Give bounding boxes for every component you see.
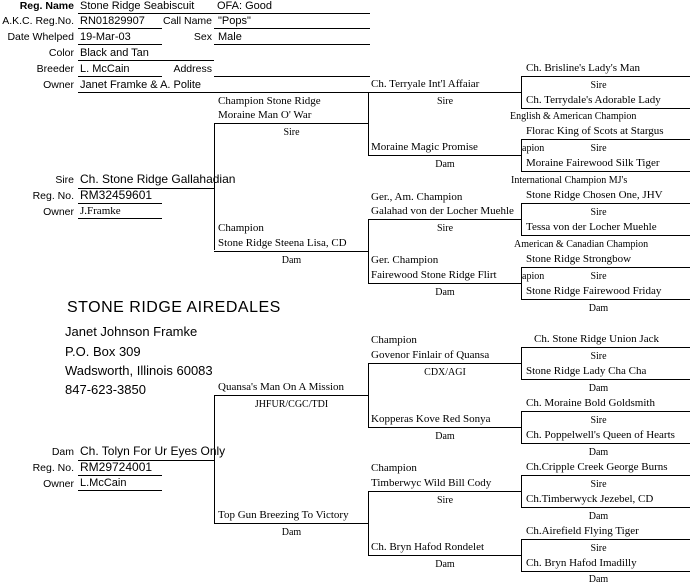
pedigree-line: [521, 76, 690, 77]
reg-name-label: Reg. Name: [19, 0, 74, 12]
gen3-sds-cap: Sire: [436, 223, 454, 234]
address-label: Address: [173, 63, 212, 75]
bracket-line: [214, 395, 215, 523]
pedigree-line: [368, 427, 522, 428]
gen2-sd-cap: Dam: [281, 255, 302, 266]
gen4-b1-name: Ch. Stone Ridge Union Jack: [534, 333, 659, 345]
gen4-a1-cap: Sire: [590, 80, 607, 91]
dam-name: Ch. Tolyn For Ur Eyes Only: [80, 444, 226, 458]
gen3-dds-name: Timberwyc Wild Bill Cody: [371, 477, 492, 489]
gen4-a5-name: Stone Ridge Chosen One, JHV: [526, 189, 663, 201]
gen4-b4-name: Ch. Poppelwell's Queen of Hearts: [526, 429, 675, 441]
gen4-a4-note: International Champion MJ's: [511, 175, 628, 186]
underline: [78, 28, 162, 29]
gen4-b8-cap: Dam: [588, 574, 609, 585]
color-label: Color: [48, 47, 74, 59]
pedigree-line: [521, 507, 690, 508]
gen3-dss-title: Champion: [371, 334, 417, 346]
gen3-sss-cap: Sire: [436, 96, 454, 107]
gen4-b6-name: Ch.Timberwyck Jezebel, CD: [526, 493, 654, 505]
akc-value: RN01829907: [80, 15, 145, 27]
gen4-a7-cap: Sire: [590, 271, 607, 282]
gen4-a3-prefix: apion: [522, 143, 545, 154]
gen3-ddd-cap: Dam: [435, 559, 455, 570]
ofa-value: OFA: Good: [217, 0, 273, 12]
dam-reg-label: Reg. No.: [32, 462, 74, 474]
gen4-a7-prefix: apion: [522, 271, 545, 282]
gen4-a8-name: Stone Ridge Fairewood Friday: [526, 285, 662, 297]
gen3-sss-name: Ch. Terryale Int'l Affaiar: [371, 78, 480, 90]
gen4-b3-cap: Sire: [590, 415, 607, 426]
gen4-b7-name: Ch.Airefield Flying Tiger: [526, 525, 639, 537]
gen3-ssd-name: Moraine Magic Promise: [371, 141, 478, 153]
sire-reg-label: Reg. No.: [32, 190, 74, 202]
pedigree-line: [214, 123, 369, 124]
gen4-a2-note: English & American Champion: [510, 111, 637, 122]
dam-owner-label: Owner: [43, 478, 74, 490]
kennel-owner: Janet Johnson Framke: [65, 324, 198, 339]
pedigree-line: [521, 475, 690, 476]
gen3-dsd-name: Kopperas Kove Red Sonya: [371, 413, 491, 425]
pedigree-line: [521, 171, 690, 172]
gen4-a8-cap: Dam: [588, 303, 609, 314]
gen3-sdd-title: Ger. Champion: [371, 254, 439, 266]
underline: [78, 92, 214, 93]
owner-label: Owner: [43, 79, 74, 91]
gen4-b8-name: Ch. Bryn Hafod Imadilly: [526, 557, 637, 569]
sire-owner: J.Framke: [80, 205, 121, 217]
pedigree-line: [521, 411, 690, 412]
pedigree-line: [521, 443, 690, 444]
sire-owner-label: Owner: [43, 206, 74, 218]
gen2-sd-name: Stone Ridge Steena Lisa, CD: [218, 237, 347, 249]
underline: [214, 92, 370, 93]
pedigree-line: [521, 267, 690, 268]
underline: [78, 44, 162, 45]
dam-reg: RM29724001: [80, 460, 153, 474]
gen3-sdd-name: Fairewood Stone Ridge Flirt: [371, 269, 497, 281]
pedigree-line: [521, 203, 690, 204]
kennel-city: Wadsworth, Illinois 60083: [65, 363, 213, 378]
color-value: Black and Tan: [80, 47, 149, 59]
gen4-b5-name: Ch.Cripple Creek George Burns: [526, 461, 668, 473]
gen2-ds-name: Quansa's Man On A Mission: [218, 381, 345, 393]
gen4-b6-cap: Dam: [588, 511, 609, 522]
pedigree-line: [521, 139, 690, 140]
gen2-ss-title: Champion Stone Ridge: [218, 95, 321, 107]
gen4-a7-name: Stone Ridge Strongbow: [526, 253, 632, 265]
pedigree-line: [368, 491, 522, 492]
underline: [214, 13, 370, 14]
pedigree-line: [368, 155, 522, 156]
underline: [78, 203, 162, 204]
akc-label: A.K.C. Reg.No.: [2, 15, 74, 27]
gen3-dds-title: Champion: [371, 462, 417, 474]
gen4-a1-name: Ch. Brisline's Lady's Man: [526, 62, 640, 74]
dam-owner: L.McCain: [80, 477, 127, 489]
pedigree-line: [521, 108, 690, 109]
kennel-title: STONE RIDGE AIREDALES: [67, 299, 281, 316]
breeder-value: L. McCain: [80, 63, 130, 75]
gen2-dd-cap: Dam: [281, 527, 302, 538]
underline: [78, 475, 162, 476]
gen2-ss-cap: Sire: [283, 127, 300, 138]
whelped-value: 19-Mar-03: [80, 31, 131, 43]
gen2-dd-name: Top Gun Breezing To Victory: [218, 509, 349, 521]
whelped-label: Date Whelped: [7, 31, 74, 43]
underline: [214, 28, 370, 29]
gen4-b4-cap: Dam: [588, 447, 609, 458]
underline: [78, 76, 162, 77]
sex-label: Sex: [193, 31, 212, 43]
pedigree-line: [521, 299, 690, 300]
gen3-dsd-cap: Dam: [435, 431, 455, 442]
underline: [214, 44, 370, 45]
underline: [78, 60, 214, 61]
gen3-dss-cap: CDX/AGI: [424, 367, 466, 378]
owner-value: Janet Framke & A. Polite: [80, 79, 202, 91]
pedigree-line: [521, 379, 690, 380]
gen4-b1-cap: Sire: [590, 351, 607, 362]
gen4-a4-name: Moraine Fairewood Silk Tiger: [526, 157, 660, 169]
pedigree-line: [368, 219, 522, 220]
gen3-sdd-cap: Dam: [435, 287, 455, 298]
pedigree-line: [521, 235, 690, 236]
gen4-b2-name: Stone Ridge Lady Cha Cha: [526, 365, 647, 377]
gen2-ds-cap: JHFUR/CGC/TDI: [254, 399, 329, 410]
pedigree-line: [368, 363, 522, 364]
breeder-label: Breeder: [36, 63, 74, 75]
gen4-b5-cap: Sire: [590, 479, 607, 490]
pedigree-line: [521, 539, 690, 540]
sire-name: Ch. Stone Ridge Gallahadian: [80, 172, 236, 186]
underline: [78, 13, 214, 14]
gen4-b2-cap: Dam: [588, 383, 609, 394]
pedigree-line: [521, 571, 690, 572]
underline: [214, 76, 370, 77]
sire-reg: RM32459601: [80, 188, 153, 202]
pedigree-line: [214, 523, 369, 524]
kennel-phone: 847-623-3850: [65, 382, 146, 397]
gen3-sds-name: Galahad von der Locher Muehle: [371, 205, 514, 217]
gen2-sd-title: Champion: [218, 222, 264, 234]
gen4-a3-cap: Sire: [590, 143, 607, 154]
underline: [78, 490, 162, 491]
gen3-dss-name: Govenor Finlair of Quansa: [371, 349, 490, 361]
gen3-ssd-cap: Dam: [435, 159, 455, 170]
pedigree-line: [368, 555, 522, 556]
sire-label: Sire: [55, 174, 74, 186]
underline: [78, 218, 162, 219]
gen3-ddd-name: Ch. Bryn Hafod Rondelet: [371, 541, 485, 553]
dam-label: Dam: [51, 446, 74, 458]
call-name-label: Call Name: [162, 15, 212, 27]
gen4-a2-name: Ch. Terrydale's Adorable Lady: [526, 94, 661, 106]
sex-value: Male: [218, 31, 242, 43]
call-name-value: "Pops": [218, 15, 251, 27]
gen4-b3-name: Ch. Moraine Bold Goldsmith: [526, 397, 655, 409]
kennel-po-box: P.O. Box 309: [65, 344, 141, 359]
gen4-a6-name: Tessa von der Locher Muehle: [526, 221, 657, 233]
pedigree-line: [521, 347, 690, 348]
reg-name-value: Stone Ridge Seabiscuit: [80, 0, 195, 12]
pedigree-line: [368, 283, 522, 284]
gen3-dds-cap: Sire: [436, 495, 454, 506]
gen4-a5-cap: Sire: [590, 207, 607, 218]
gen4-b7-cap: Sire: [590, 543, 607, 554]
gen4-a3-name: Florac King of Scots at Stargus: [526, 125, 664, 137]
gen3-sds-title: Ger., Am. Champion: [371, 191, 463, 203]
bracket-line: [214, 123, 215, 250]
pedigree-line: [214, 395, 369, 396]
gen2-ss-name: Moraine Man O' War: [218, 109, 312, 121]
pedigree-line: [214, 251, 369, 252]
pedigree-line: [368, 92, 522, 93]
gen4-a6-note: American & Canadian Champion: [514, 239, 649, 250]
